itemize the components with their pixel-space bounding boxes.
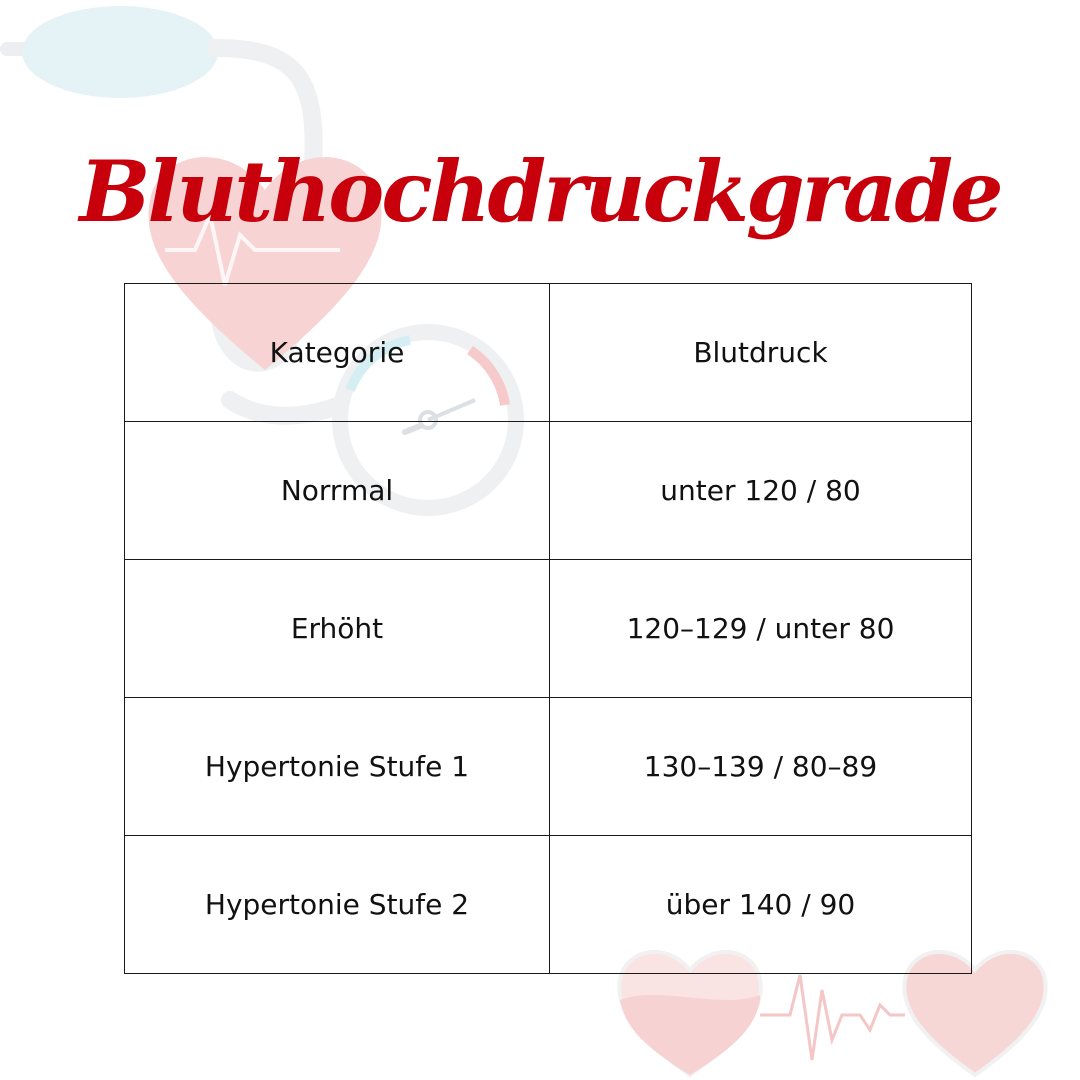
header-blutdruck: Blutdruck	[550, 284, 972, 422]
blood-pressure-table	[124, 283, 972, 974]
blutdruck-cell: über 140 / 90	[550, 836, 972, 974]
kategorie-cell: Norrmal	[125, 422, 550, 560]
kategorie-cell: Hypertonie Stufe 2	[125, 836, 550, 974]
table-row	[125, 422, 972, 560]
blutdruck-cell: 130–139 / 80–89	[550, 698, 972, 836]
table-row	[125, 698, 972, 836]
table-row	[125, 560, 972, 698]
table-header-row	[125, 284, 972, 422]
kategorie-cell: Erhöht	[125, 560, 550, 698]
page-title: Bluthochdruckgrade	[79, 142, 1001, 241]
header-kategorie: Kategorie	[125, 284, 550, 422]
table-row	[125, 836, 972, 974]
kategorie-cell: Hypertonie Stufe 1	[125, 698, 550, 836]
blutdruck-cell: unter 120 / 80	[550, 422, 972, 560]
blutdruck-cell: 120–129 / unter 80	[550, 560, 972, 698]
